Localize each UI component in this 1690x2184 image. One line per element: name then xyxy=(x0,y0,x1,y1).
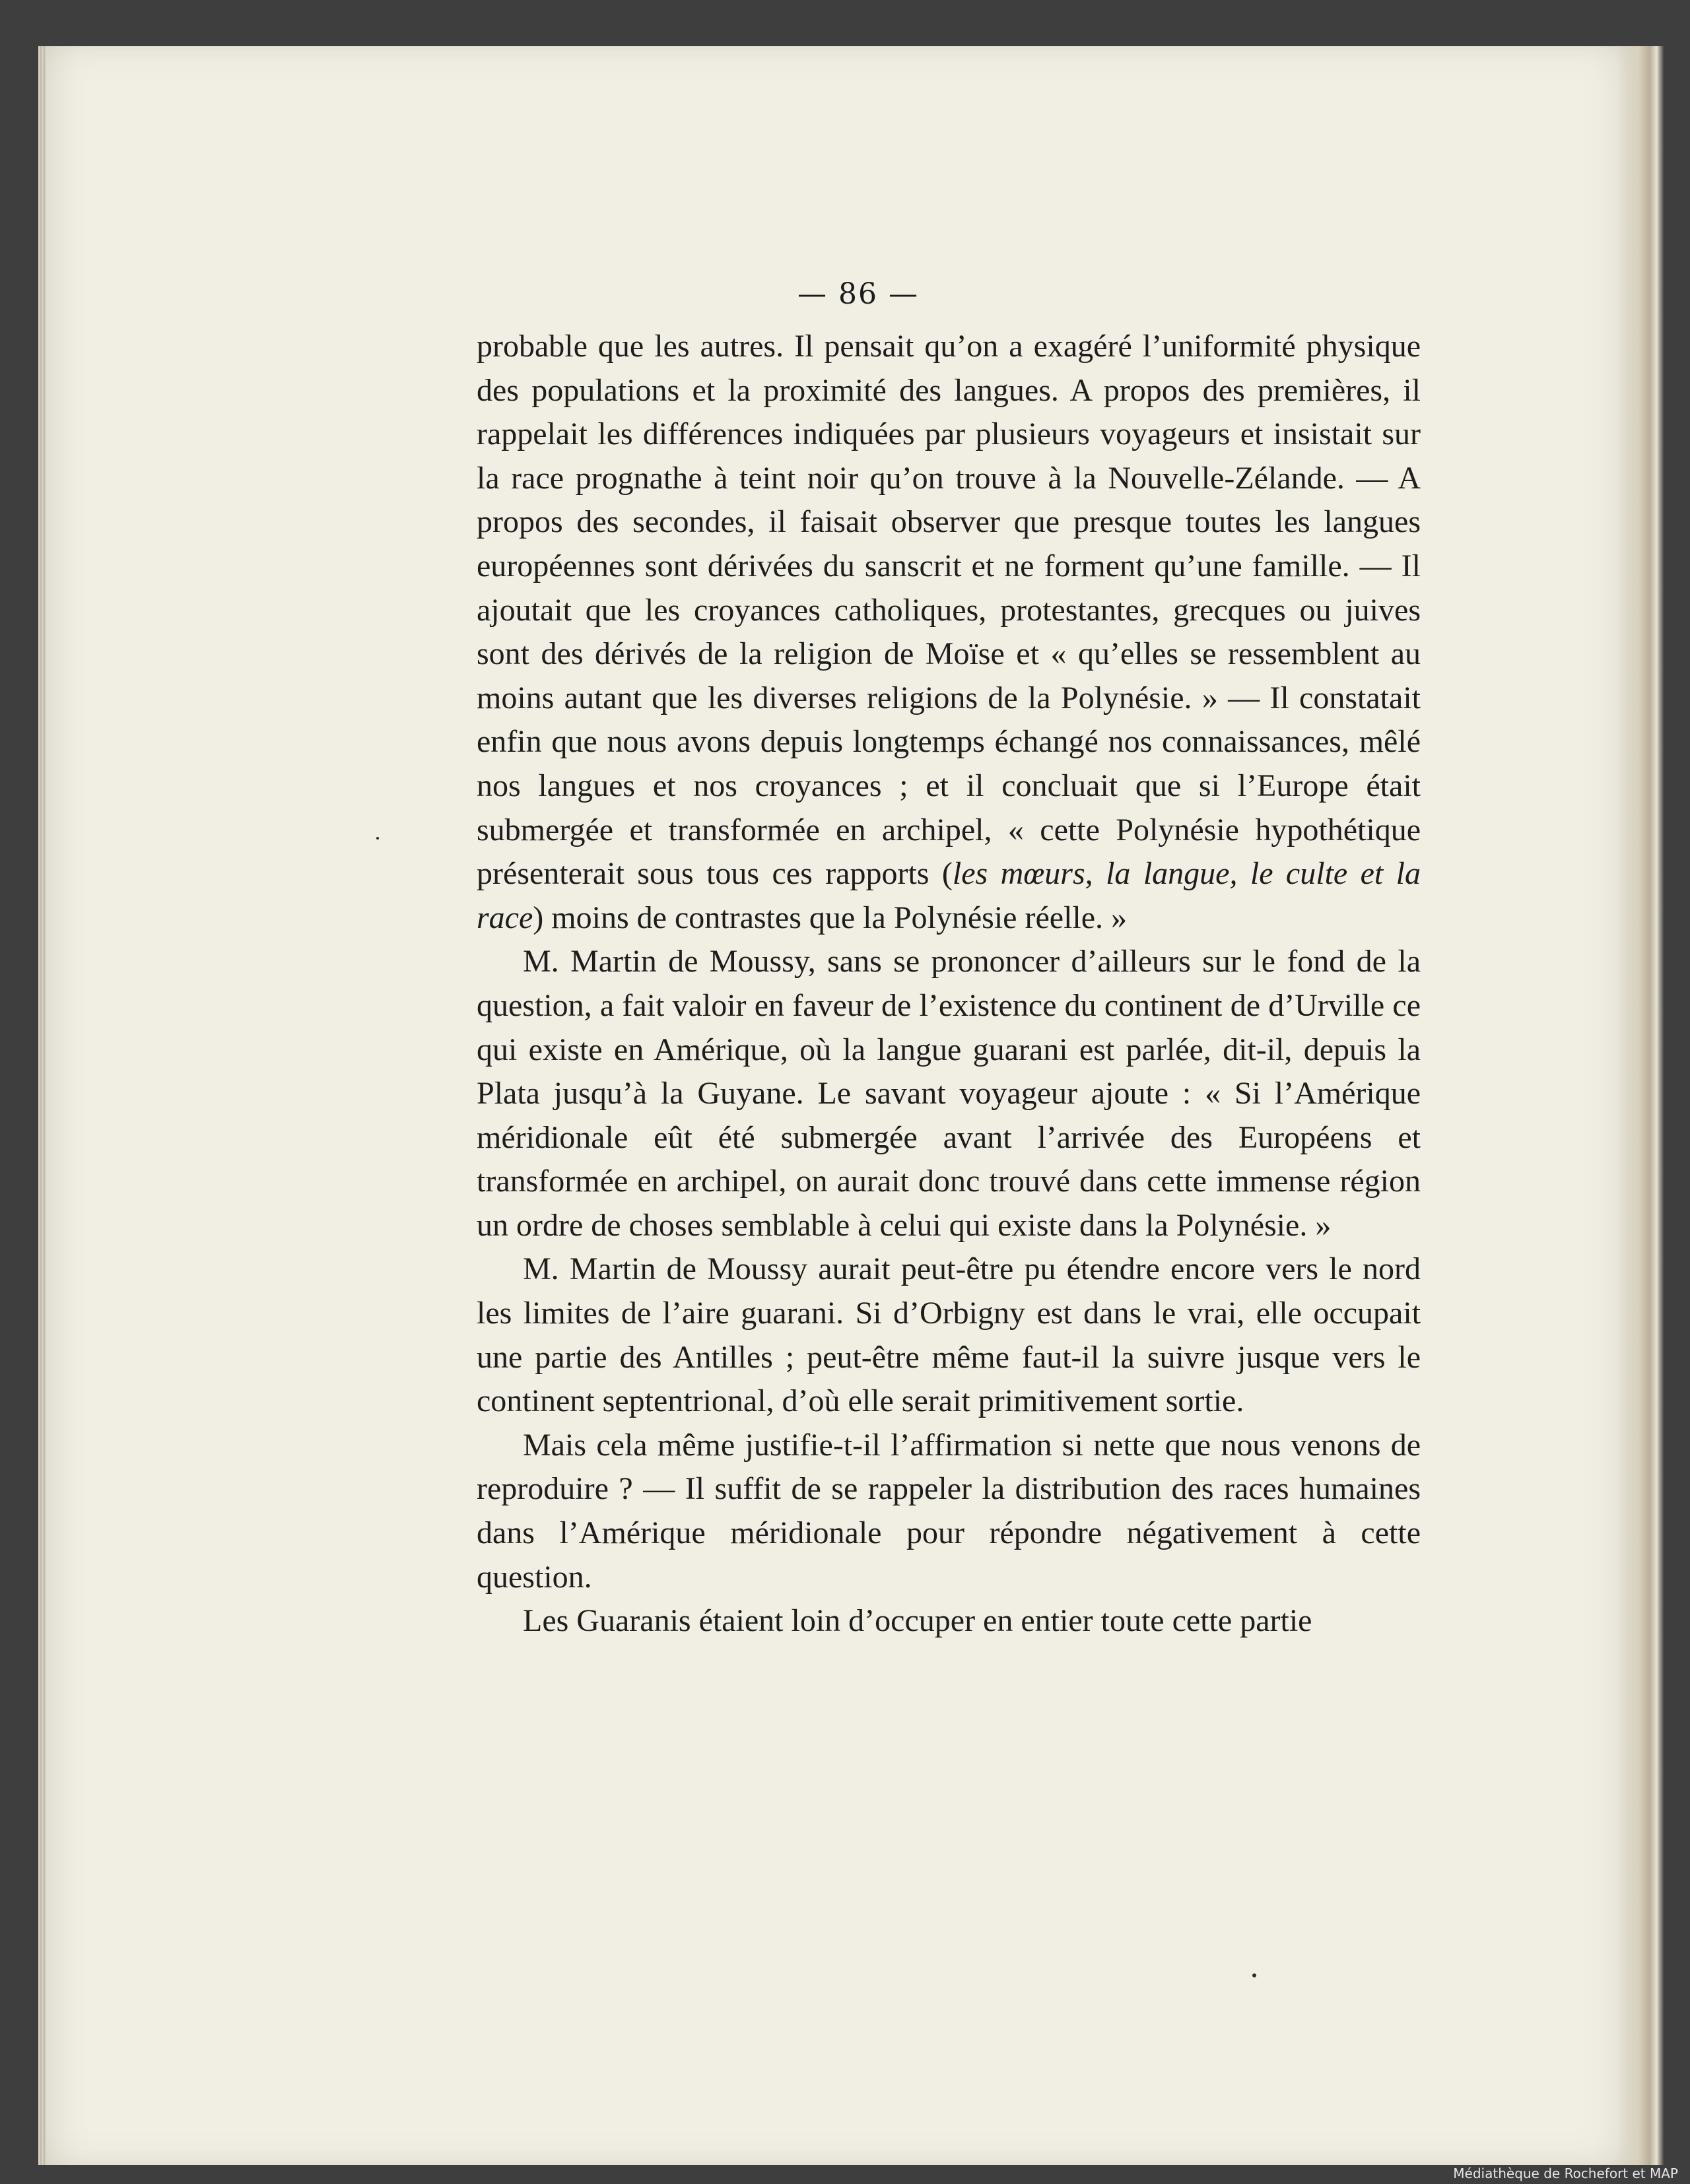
paragraph-1-text-b: ) moins de contrastes que la Polynésie réelle. » xyxy=(533,900,1128,935)
paragraph-2 xyxy=(477,940,1421,1247)
paragraph-5 xyxy=(477,1599,1421,1643)
page-gutter-right xyxy=(1617,46,1664,2165)
ink-speck xyxy=(1252,1973,1256,1977)
ink-speck xyxy=(376,837,379,840)
watermark: Médiathèque de Rochefort et MAP xyxy=(1453,2166,1678,2181)
body-text xyxy=(477,325,1421,1643)
paragraph-4-text: Mais cela même justifie-t-il l’affirmation si nette que nous venons de reproduire ? — Il suffit de se rappeler la distribution des races humaines dans l’Amérique méridionale pour répondre négativement à cette question. xyxy=(477,1427,1421,1595)
paragraph-4 xyxy=(477,1424,1421,1599)
paragraph-1-italic: les mœurs, la langue, le culte et la race xyxy=(477,856,1421,935)
paragraph-1-text-a: probable que les autres. Il pensait qu’on a exagéré l’uniformité physique des populations et la proximité des langues. A propos des premières, il rappelait les différences indiquées par plusieurs voyageurs et insistait sur la race prognathe à teint noir qu’on trouve à la Nouvelle-Zélande. — A propos des secondes, il faisait observer que presque toutes les langues européennes sont dérivées du sanscrit et ne forment qu’une famille. — Il ajoutait que les croyances catholiques, protestantes, grecques ou juives sont des dérivés de la religion de Moïse et « qu’elles se ressemblent au moins autant que les diverses religions de la Polynésie. » — Il constatait enfin que nous avons depuis longtemps échangé nos connaissances, mêlé nos langues et nos croyances ; et il concluait que si l’Europe était submergée et transformée en archipel, « cette Polynésie hypothétique présenterait sous tous ces rapports ( xyxy=(477,329,1421,892)
paragraph-1 xyxy=(477,325,1421,940)
paragraph-2-text: M. Martin de Moussy, sans se prononcer d’ailleurs sur le fond de la question, a fait valoir en faveur de l’existence du continent de d’Urville ce qui existe en Amérique, où la langue guarani est parlée, dit-il, depuis la Plata jusqu’à la Guyane. Le savant voyageur ajoute : « Si l’Amérique méridionale eût été submergée avant l’arrivée des Européens et transformée en archipel, on aurait donc trouvé dans cette immense région un ordre de choses semblable à celui qui existe dans la Polynésie. » xyxy=(477,944,1421,1243)
paragraph-3 xyxy=(477,1247,1421,1423)
paragraph-3-text: M. Martin de Moussy aurait peut-être pu étendre encore vers le nord les limites de l’aire guarani. Si d’Orbigny est dans le vrai, elle occupait une partie des Antilles ; peut-être même faut-il la suivre jusque vers le continent septentrional, d’où elle serait primitivement sortie. xyxy=(477,1251,1421,1419)
paragraph-5-text: Les Guaranis étaient loin d’occuper en entier toute cette partie xyxy=(523,1603,1312,1639)
page-number: — 86 — xyxy=(797,277,919,311)
